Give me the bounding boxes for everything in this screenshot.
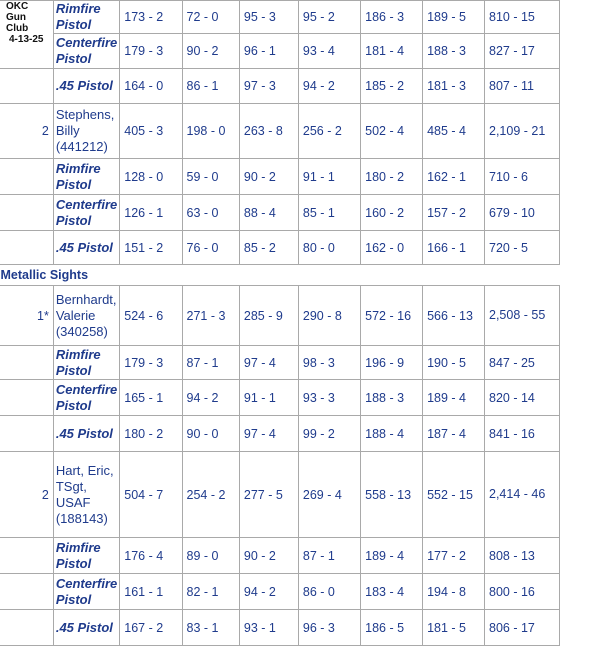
- score-cell: 91 - 1: [239, 380, 298, 416]
- score-cell: 256 - 2: [298, 104, 360, 159]
- score-cell: 63 - 0: [182, 195, 239, 231]
- score-cell: 72 - 0: [182, 1, 239, 34]
- empty-cell: [0, 346, 53, 380]
- score-cell: 485 - 4: [423, 104, 485, 159]
- aggregate-cell: 2,109 - 21: [485, 104, 560, 159]
- score-cell: 405 - 3: [120, 104, 182, 159]
- relay-label: Centerfire Pistol: [53, 195, 119, 231]
- score-cell: 179 - 3: [120, 346, 182, 380]
- score-cell: 189 - 5: [423, 1, 485, 34]
- aggregate-cell: 2,414 - 46: [485, 452, 560, 538]
- score-cell: 196 - 9: [361, 346, 423, 380]
- aggregate-cell: 800 - 16: [485, 574, 560, 610]
- score-cell: 97 - 4: [239, 416, 298, 452]
- score-cell: 151 - 2: [120, 231, 182, 265]
- relay-label: Centerfire Pistol: [53, 574, 119, 610]
- score-cell: 167 - 2: [120, 610, 182, 646]
- table-row: [0, 1, 560, 34]
- aggregate-cell: 807 - 11: [485, 69, 560, 104]
- relay-label: Rimfire Pistol: [53, 1, 119, 34]
- relay-label: Centerfire Pistol: [53, 380, 119, 416]
- score-cell: 285 - 9: [239, 286, 298, 346]
- score-cell: 83 - 1: [182, 610, 239, 646]
- score-cell: 93 - 4: [298, 34, 360, 69]
- score-cell: 263 - 8: [239, 104, 298, 159]
- aggregate-cell: 810 - 15: [485, 1, 560, 34]
- score-cell: 97 - 4: [239, 346, 298, 380]
- empty-cell: [0, 69, 53, 104]
- score-cell: 572 - 16: [361, 286, 423, 346]
- score-cell: 87 - 1: [298, 538, 360, 574]
- score-cell: 187 - 4: [423, 416, 485, 452]
- relay-label: Centerfire Pistol: [53, 34, 119, 69]
- score-cell: 166 - 1: [423, 231, 485, 265]
- score-cell: 188 - 3: [423, 34, 485, 69]
- empty-cell: [0, 159, 53, 195]
- place-cell: 2: [0, 104, 53, 159]
- score-cell: 181 - 5: [423, 610, 485, 646]
- aggregate-cell: 827 - 17: [485, 34, 560, 69]
- score-cell: 91 - 1: [298, 159, 360, 195]
- aggregate-cell: 847 - 25: [485, 346, 560, 380]
- score-cell: 97 - 3: [239, 69, 298, 104]
- relay-label: Rimfire Pistol: [53, 346, 119, 380]
- score-cell: 96 - 3: [298, 610, 360, 646]
- score-cell: 181 - 3: [423, 69, 485, 104]
- score-cell: 90 - 2: [239, 538, 298, 574]
- score-cell: 180 - 2: [120, 416, 182, 452]
- aggregate-cell: 720 - 5: [485, 231, 560, 265]
- score-cell: 87 - 1: [182, 346, 239, 380]
- competitor-row: [0, 286, 560, 346]
- score-cell: 269 - 4: [298, 452, 360, 538]
- empty-cell: [0, 538, 53, 574]
- table-row: [0, 380, 560, 416]
- score-cell: 189 - 4: [361, 538, 423, 574]
- score-cell: 290 - 8: [298, 286, 360, 346]
- score-cell: 186 - 3: [361, 1, 423, 34]
- score-cell: 93 - 1: [239, 610, 298, 646]
- score-cell: 164 - 0: [120, 69, 182, 104]
- score-cell: 189 - 4: [423, 380, 485, 416]
- match-date: 4-13-25: [9, 34, 44, 45]
- score-cell: 188 - 3: [361, 380, 423, 416]
- empty-cell: [0, 380, 53, 416]
- score-cell: 94 - 2: [239, 574, 298, 610]
- competitor-row: [0, 104, 560, 159]
- aggregate-cell: 710 - 6: [485, 159, 560, 195]
- score-cell: 161 - 1: [120, 574, 182, 610]
- table-row: [0, 346, 560, 380]
- score-cell: 76 - 0: [182, 231, 239, 265]
- score-cell: 59 - 0: [182, 159, 239, 195]
- score-cell: 504 - 7: [120, 452, 182, 538]
- score-cell: 177 - 2: [423, 538, 485, 574]
- score-cell: 188 - 4: [361, 416, 423, 452]
- score-cell: 173 - 2: [120, 1, 182, 34]
- competitor-row: [0, 452, 560, 538]
- score-cell: 95 - 2: [298, 1, 360, 34]
- score-cell: 165 - 1: [120, 380, 182, 416]
- relay-label: .45 Pistol: [53, 610, 119, 646]
- score-cell: 277 - 5: [239, 452, 298, 538]
- relay-label: Rimfire Pistol: [53, 538, 119, 574]
- score-cell: 85 - 2: [239, 231, 298, 265]
- competitor-name: Bernhardt, Valerie (340258): [53, 286, 119, 346]
- score-cell: 162 - 0: [361, 231, 423, 265]
- table-row: [0, 231, 560, 265]
- score-cell: 157 - 2: [423, 195, 485, 231]
- relay-label: .45 Pistol: [53, 231, 119, 265]
- aggregate-cell: 806 - 17: [485, 610, 560, 646]
- aggregate-cell: 808 - 13: [485, 538, 560, 574]
- club-name-line1: OKC Gun: [6, 1, 29, 23]
- score-cell: 160 - 2: [361, 195, 423, 231]
- relay-label: Rimfire Pistol: [53, 159, 119, 195]
- score-cell: 183 - 4: [361, 574, 423, 610]
- score-cell: 86 - 1: [182, 69, 239, 104]
- score-cell: 96 - 1: [239, 34, 298, 69]
- score-cell: 162 - 1: [423, 159, 485, 195]
- section-header-row: [0, 265, 560, 286]
- section-title: Metallic Sights: [0, 268, 89, 282]
- score-cell: 80 - 0: [298, 231, 360, 265]
- score-cell: 128 - 0: [120, 159, 182, 195]
- score-cell: 90 - 2: [182, 34, 239, 69]
- score-cell: 194 - 8: [423, 574, 485, 610]
- score-cell: 94 - 2: [182, 380, 239, 416]
- table-row: [0, 34, 560, 69]
- empty-cell: [0, 574, 53, 610]
- score-cell: 566 - 13: [423, 286, 485, 346]
- table-row: [0, 538, 560, 574]
- empty-cell: [0, 231, 53, 265]
- score-cell: 89 - 0: [182, 538, 239, 574]
- score-cell: 190 - 5: [423, 346, 485, 380]
- score-cell: 88 - 4: [239, 195, 298, 231]
- table-row: [0, 159, 560, 195]
- competitor-name: Hart, Eric, TSgt, USAF (188143): [53, 452, 119, 538]
- score-cell: 271 - 3: [182, 286, 239, 346]
- empty-cell: [0, 610, 53, 646]
- aggregate-cell: 679 - 10: [485, 195, 560, 231]
- score-cell: 126 - 1: [120, 195, 182, 231]
- empty-cell: [0, 195, 53, 231]
- score-cell: 181 - 4: [361, 34, 423, 69]
- table-row: [0, 195, 560, 231]
- table-row: [0, 416, 560, 452]
- score-cell: 179 - 3: [120, 34, 182, 69]
- club-name-line2: Club: [6, 23, 29, 34]
- empty-cell: [0, 416, 53, 452]
- aggregate-cell: 841 - 16: [485, 416, 560, 452]
- score-cell: 185 - 2: [361, 69, 423, 104]
- table-row: [0, 574, 560, 610]
- aggregate-cell: 820 - 14: [485, 380, 560, 416]
- place-cell: 2: [0, 452, 53, 538]
- score-cell: 95 - 3: [239, 1, 298, 34]
- table-row: [0, 610, 560, 646]
- competitor-name: Stephens, Billy (441212): [53, 104, 119, 159]
- score-cell: 558 - 13: [361, 452, 423, 538]
- score-cell: 86 - 0: [298, 574, 360, 610]
- score-cell: 82 - 1: [182, 574, 239, 610]
- score-cell: 85 - 1: [298, 195, 360, 231]
- score-cell: 186 - 5: [361, 610, 423, 646]
- aggregate-cell: 2,508 - 55: [485, 286, 560, 346]
- club-date-cell: [0, 1, 53, 69]
- score-cell: 90 - 2: [239, 159, 298, 195]
- score-cell: 93 - 3: [298, 380, 360, 416]
- score-cell: 254 - 2: [182, 452, 239, 538]
- score-cell: 94 - 2: [298, 69, 360, 104]
- score-cell: 180 - 2: [361, 159, 423, 195]
- score-cell: 98 - 3: [298, 346, 360, 380]
- score-cell: 524 - 6: [120, 286, 182, 346]
- place-cell: 1*: [0, 286, 53, 346]
- score-cell: 502 - 4: [361, 104, 423, 159]
- relay-label: .45 Pistol: [53, 69, 119, 104]
- score-cell: 176 - 4: [120, 538, 182, 574]
- score-cell: 552 - 15: [423, 452, 485, 538]
- score-cell: 198 - 0: [182, 104, 239, 159]
- relay-label: .45 Pistol: [53, 416, 119, 452]
- score-cell: 99 - 2: [298, 416, 360, 452]
- table-row: [0, 69, 560, 104]
- score-cell: 90 - 0: [182, 416, 239, 452]
